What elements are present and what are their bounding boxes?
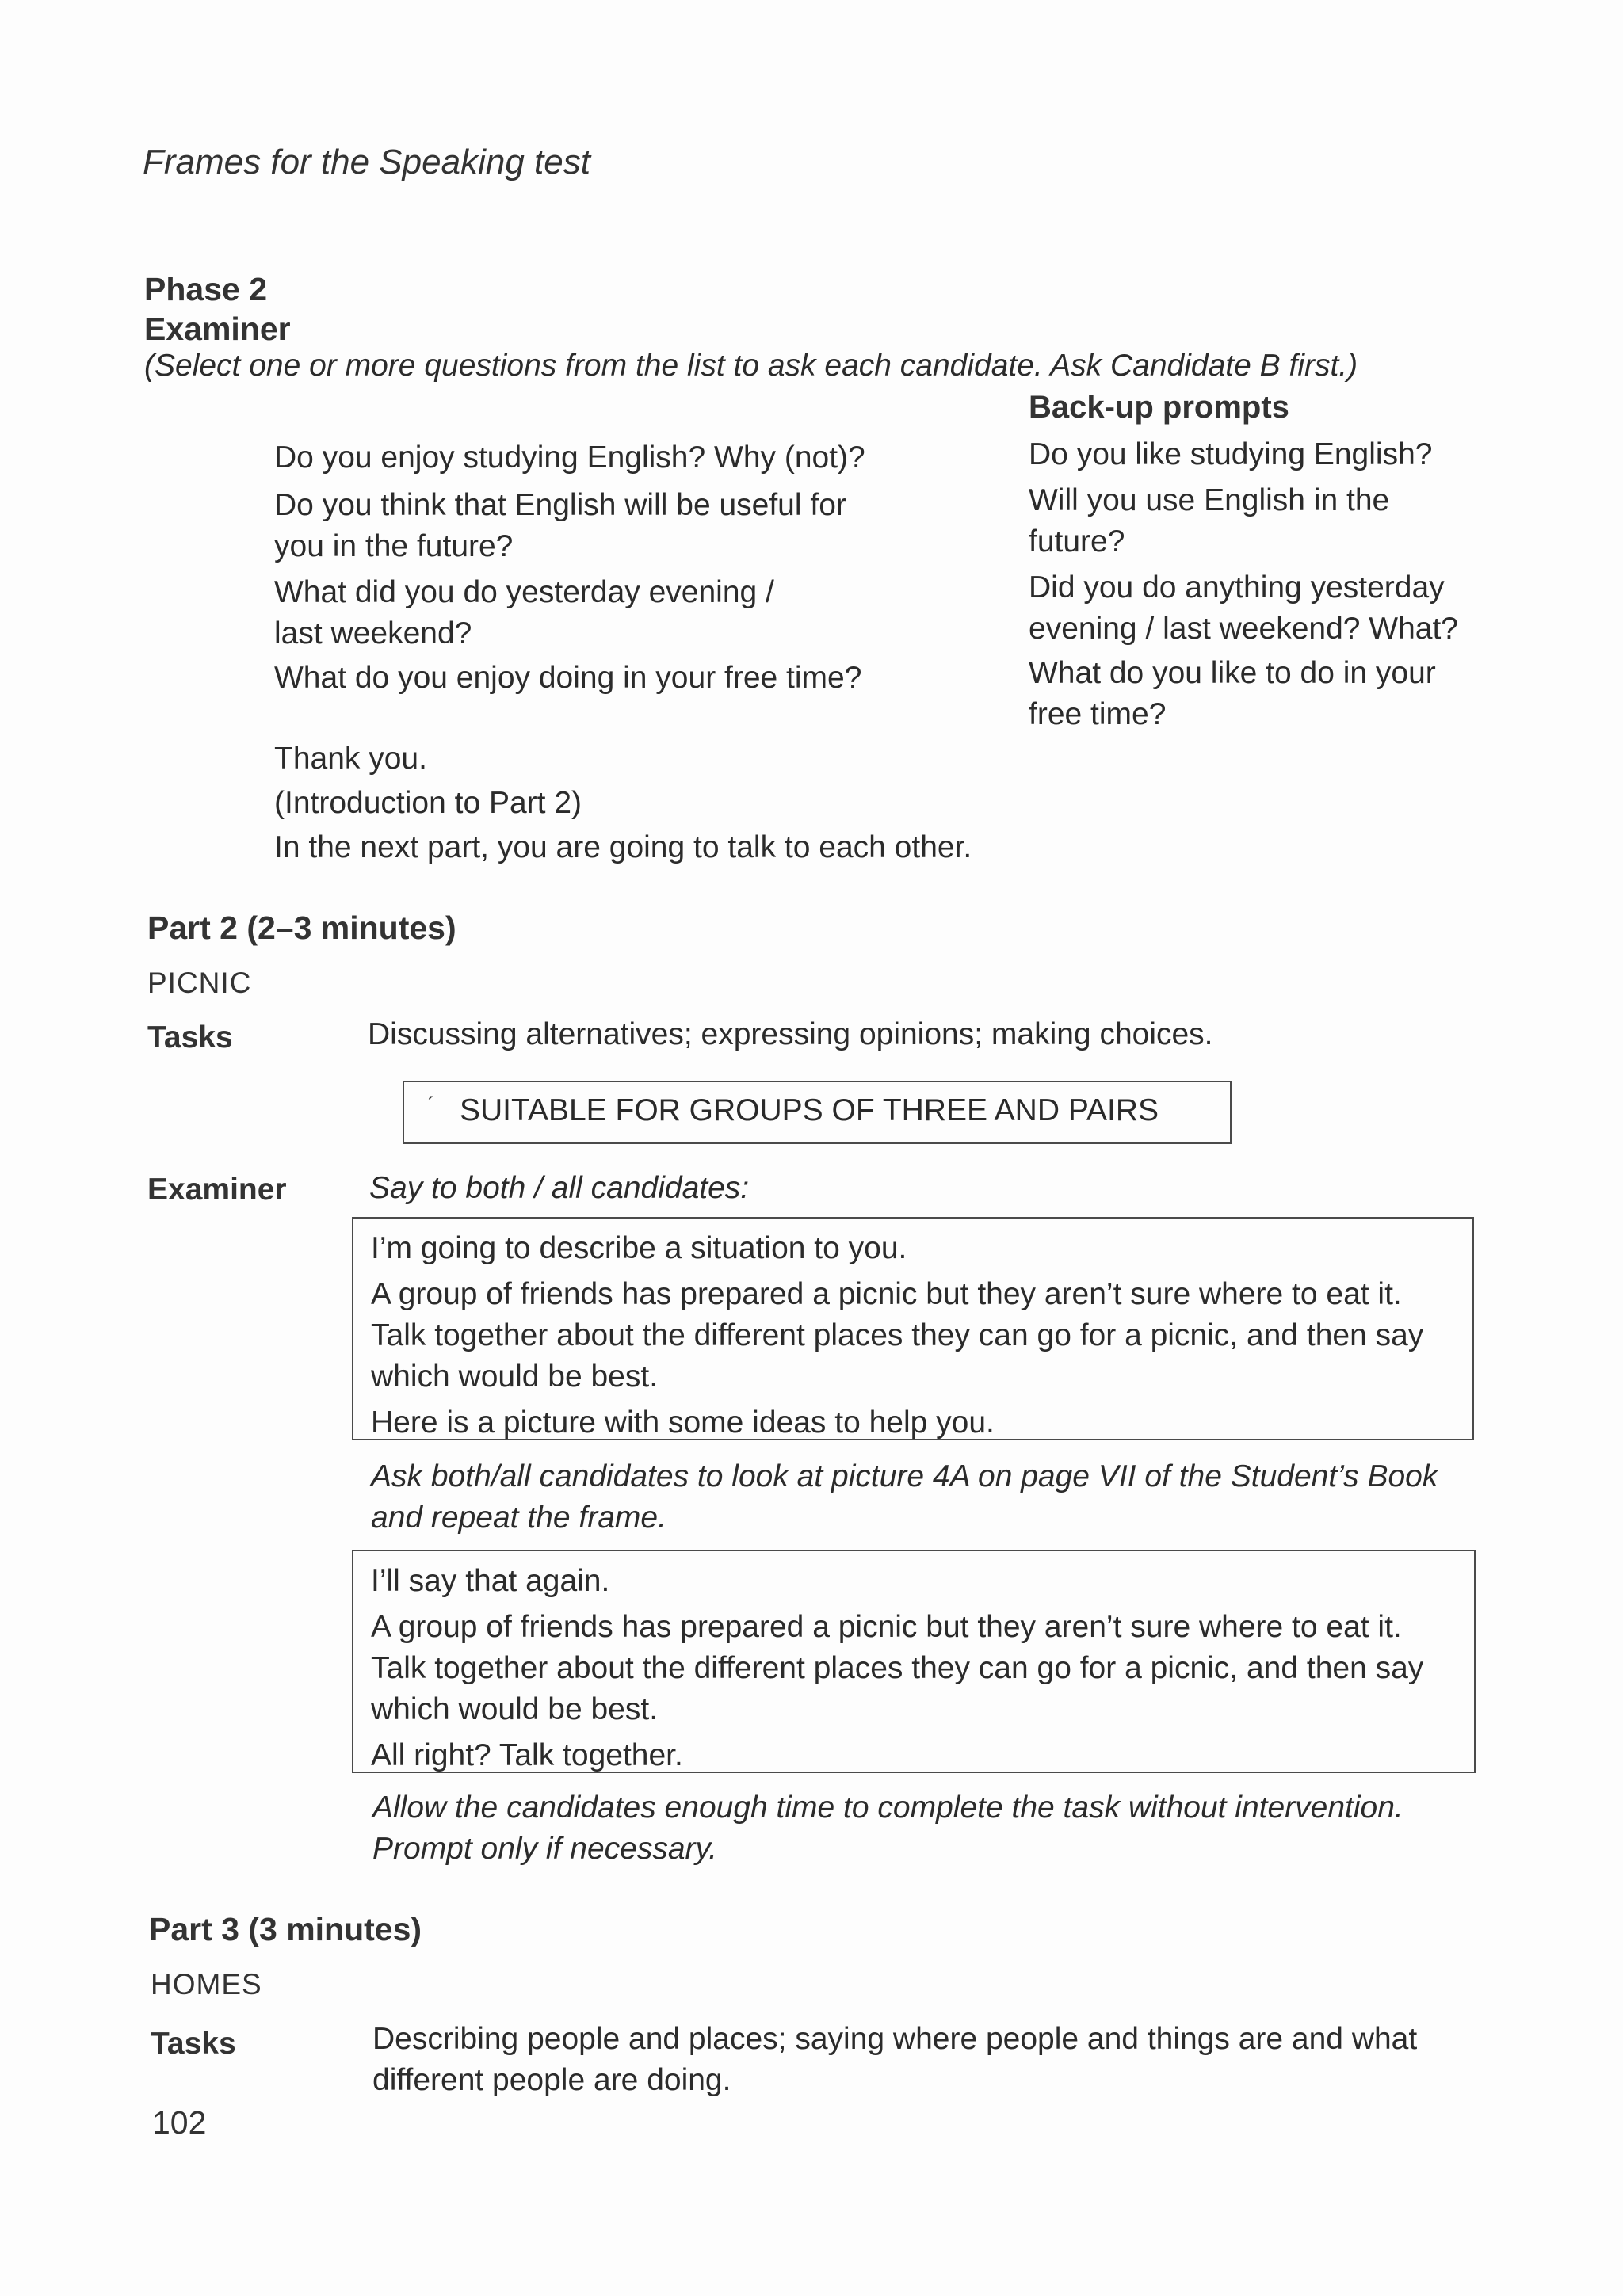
say-to-instruction: Say to both / all candidates: <box>369 1171 750 1205</box>
backup-prompt-3-line-1: Did you do anything yesterday <box>1029 570 1445 605</box>
frame2-line-3: Talk together about the different places they can go for a picnic, and then say <box>371 1651 1424 1685</box>
part3-tasks-line-2: different people are doing. <box>372 2063 731 2097</box>
frame1-line-1: I’m going to describe a situation to you. <box>371 1231 907 1265</box>
backup-prompt-3 <box>1029 567 1458 650</box>
phase2-heading: Phase 2 <box>144 271 267 307</box>
ask-candidates-instruction <box>371 1456 1438 1539</box>
question-1 <box>274 437 865 479</box>
question-3-line-1: What did you do yesterday evening / <box>274 575 774 609</box>
part3-topic: HOMES <box>151 1968 262 2000</box>
phase2-instruction: (Select one or more questions from the list to ask each candidate. Ask Candidate B first.) <box>144 349 1358 383</box>
frame1-line-4: which would be best. <box>371 1360 659 1394</box>
backup-prompts-heading: Back-up prompts <box>1029 390 1289 425</box>
backup-prompt-4-line-1: What do you like to do in your <box>1029 656 1436 690</box>
part3-heading: Part 3 (3 minutes) <box>149 1911 422 1947</box>
question-1-line-1: Do you enjoy studying English? Why (not)? <box>274 441 865 475</box>
closing-thank-you: Thank you. <box>274 742 427 776</box>
backup-prompt-1 <box>1029 434 1432 475</box>
frame1-line-5: Here is a picture with some ideas to help you. <box>371 1405 995 1440</box>
question-2-line-2: you in the future? <box>274 529 514 563</box>
suitable-label-box <box>403 1081 1232 1144</box>
phase2-examiner-label: Examiner <box>144 311 291 347</box>
page-number: 102 <box>152 2104 207 2141</box>
question-2-line-1: Do you think that English will be useful for <box>274 488 846 522</box>
frame2-line-4: which would be best. <box>371 1692 659 1726</box>
part2-tasks-label: Tasks <box>147 1020 233 1055</box>
question-2 <box>274 485 846 567</box>
allow-time-instruction <box>372 1787 1403 1870</box>
backup-prompt-4-line-2: free time? <box>1029 697 1167 731</box>
part2-tasks-text: Discussing alternatives; expressing opinions; making choices. <box>368 1017 1213 1051</box>
ask-instruction-line-2: and repeat the frame. <box>371 1501 666 1535</box>
frame2-line-5: All right? Talk together. <box>371 1738 683 1772</box>
part3-tasks-label: Tasks <box>151 2027 236 2061</box>
backup-prompt-2-line-2: future? <box>1029 524 1125 559</box>
ask-instruction-line-1: Ask both/all candidates to look at picture 4A on page VII of the Student’s Book <box>371 1459 1438 1493</box>
part2-heading: Part 2 (2–3 minutes) <box>147 910 456 946</box>
tick-mark: ˊ <box>426 1093 434 1119</box>
question-4-line-1: What do you enjoy doing in your free time? <box>274 661 862 695</box>
examiner-frame-1 <box>352 1217 1474 1440</box>
part2-examiner-label: Examiner <box>147 1173 287 1207</box>
backup-prompt-2-line-1: Will you use English in the <box>1029 483 1390 517</box>
question-3 <box>274 572 774 654</box>
running-header: Frames for the Speaking test <box>143 143 590 181</box>
frame1-line-2: A group of friends has prepared a picnic but they aren’t sure where to eat it. <box>371 1277 1402 1311</box>
examiner-frame-2 <box>352 1550 1476 1773</box>
allow-instruction-line-2: Prompt only if necessary. <box>372 1832 717 1866</box>
part3-tasks-line-1: Describing people and places; saying where people and things are and what <box>372 2022 1418 2056</box>
backup-prompt-4 <box>1029 653 1436 735</box>
closing-introduction: (Introduction to Part 2) <box>274 786 582 820</box>
frame1-line-3: Talk together about the different places they can go for a picnic, and then say <box>371 1318 1424 1352</box>
backup-prompt-2 <box>1029 480 1389 563</box>
question-4 <box>274 658 861 699</box>
frame2-line-1: I’ll say that again. <box>371 1564 610 1598</box>
phase2-closing <box>274 738 972 868</box>
suitable-label: SUITABLE FOR GROUPS OF THREE AND PAIRS <box>460 1093 1159 1127</box>
part3-tasks-text <box>372 2019 1417 2101</box>
part2-topic: PICNIC <box>147 967 252 999</box>
backup-prompt-1-line-1: Do you like studying English? <box>1029 437 1433 471</box>
frame2-line-2: A group of friends has prepared a picnic but they aren’t sure where to eat it. <box>371 1610 1402 1644</box>
backup-prompt-3-line-2: evening / last weekend? What? <box>1029 612 1459 646</box>
question-3-line-2: last weekend? <box>274 616 472 650</box>
closing-next-part: In the next part, you are going to talk to each other. <box>274 830 972 864</box>
allow-instruction-line-1: Allow the candidates enough time to complete the task without intervention. <box>372 1791 1403 1825</box>
